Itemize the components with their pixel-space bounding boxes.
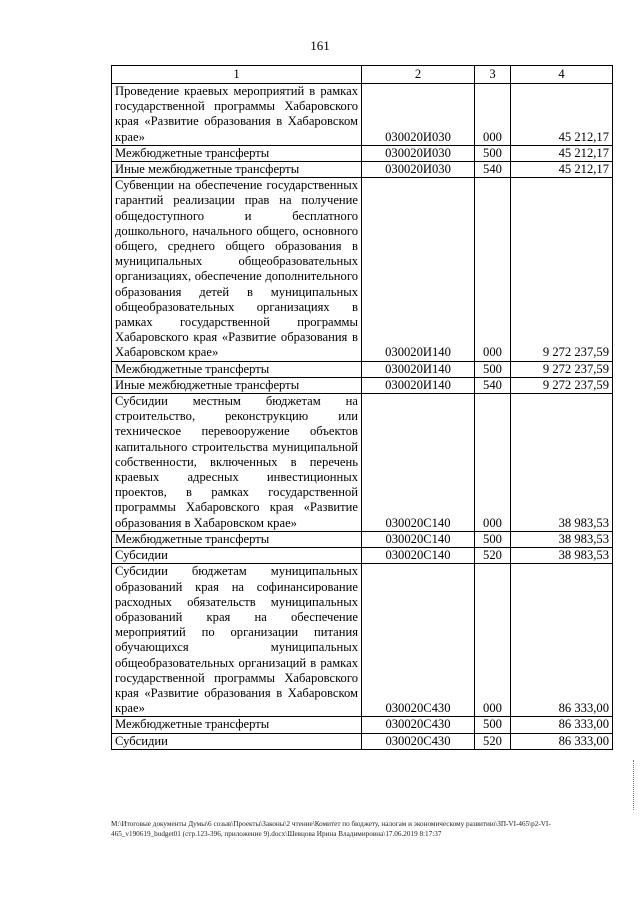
row-sum-cell: 86 333,00 [511,717,613,733]
row-name-cell: Иные межбюджетные трансферты [112,162,362,178]
row-code-cell: 030020С430 [362,717,475,733]
row-group-cell: 520 [475,548,511,564]
table-row [112,178,613,361]
row-name-cell: Межбюджетные трансферты [112,717,362,733]
row-group-cell: 000 [475,84,511,146]
row-code-cell: 030020И140 [362,377,475,393]
table-row [112,162,613,178]
column-header-2: 2 [362,66,475,84]
row-group-cell: 000 [475,178,511,361]
row-name-cell: Субсидии местным бюджетам на строительство, реконструкцию или техническое перевооружение объектов капитального строительства муниципальной собственности, включенных в перечень краевых адресных инвестиционных проектов, в рамках государственной программы Хабаровского края «Развитие образования в Хабаровском крае» [112,394,362,532]
table-row [112,564,613,717]
row-code-cell: 030020И030 [362,145,475,161]
row-sum-cell: 9 272 237,59 [511,361,613,377]
column-header-4: 4 [511,66,613,84]
table-row [112,548,613,564]
row-name-cell: Межбюджетные трансферты [112,145,362,161]
document-path-footer: М:\Итоговые документы Думы\6 созыв\Проекты\Законы\2 чтение\Комитет по бюджету, налогам и экономическому развитию\ЗП-VI-465\р2-VI-465_v190619_budget01 (стр.123-396, приложение 9).docx\Шевцова Ирина Владимировна\17.06.2019 8:17:37 [111,820,551,838]
row-name-cell: Субсидии бюджетам муниципальных образований края на софинансирование расходных обязательств муниципальных образований края на обеспечение мероприятий по организации питания обучающихся муниципальных общеобразовательных организаций в рамках государственной программы Хабаровского края «Развитие образования в Хабаровском крае» [112,564,362,717]
row-code-cell: 030020С140 [362,548,475,564]
row-sum-cell: 86 333,00 [511,733,613,749]
row-sum-cell: 9 272 237,59 [511,178,613,361]
row-group-cell: 540 [475,377,511,393]
row-sum-cell: 9 272 237,59 [511,377,613,393]
row-code-cell: 030020С140 [362,394,475,532]
column-header-1: 1 [112,66,362,84]
row-sum-cell: 45 212,17 [511,162,613,178]
table-row [112,377,613,393]
row-name-cell: Иные межбюджетные трансферты [112,377,362,393]
table-row [112,717,613,733]
row-group-cell: 500 [475,717,511,733]
row-code-cell: 030020И030 [362,162,475,178]
row-code-cell: 030020И140 [362,361,475,377]
row-group-cell: 540 [475,162,511,178]
table-row [112,361,613,377]
table-row [112,145,613,161]
row-sum-cell: 45 212,17 [511,84,613,146]
row-name-cell: Субвенции на обеспечение государственных гарантий реализации прав на получение общедоступного и бесплатного дошкольного, начального общего, основного общего, среднего общего образования в муниципальных общеобразовательных организациях, обеспечение дополнительного образования детей в муниципальных общеобразовательных организациях в рамках государственной программы Хабаровского края «Развитие образования в Хабаровском крае» [112,178,362,361]
budget-table [111,65,613,750]
row-name-cell: Субсидии [112,548,362,564]
row-code-cell: 030020С430 [362,564,475,717]
row-group-cell: 500 [475,361,511,377]
row-name-cell: Межбюджетные трансферты [112,361,362,377]
table-header-row [112,66,613,84]
row-group-cell: 500 [475,145,511,161]
row-sum-cell: 86 333,00 [511,564,613,717]
table-row [112,84,613,146]
row-code-cell: 030020И030 [362,84,475,146]
scan-edge-mark [633,760,636,810]
row-group-cell: 000 [475,394,511,532]
row-group-cell: 000 [475,564,511,717]
row-code-cell: 030020С430 [362,733,475,749]
row-name-cell: Межбюджетные трансферты [112,531,362,547]
table-row [112,531,613,547]
row-group-cell: 500 [475,531,511,547]
row-sum-cell: 38 983,53 [511,394,613,532]
page-number: 161 [310,38,330,53]
row-name-cell: Проведение краевых мероприятий в рамках государственной программы Хабаровского края «Развитие образования в Хабаровском крае» [112,84,362,146]
row-group-cell: 520 [475,733,511,749]
row-sum-cell: 38 983,53 [511,531,613,547]
table-row [112,394,613,532]
row-sum-cell: 38 983,53 [511,548,613,564]
column-header-3: 3 [475,66,511,84]
row-sum-cell: 45 212,17 [511,145,613,161]
table-row [112,733,613,749]
row-name-cell: Субсидии [112,733,362,749]
row-code-cell: 030020И140 [362,178,475,361]
row-code-cell: 030020С140 [362,531,475,547]
